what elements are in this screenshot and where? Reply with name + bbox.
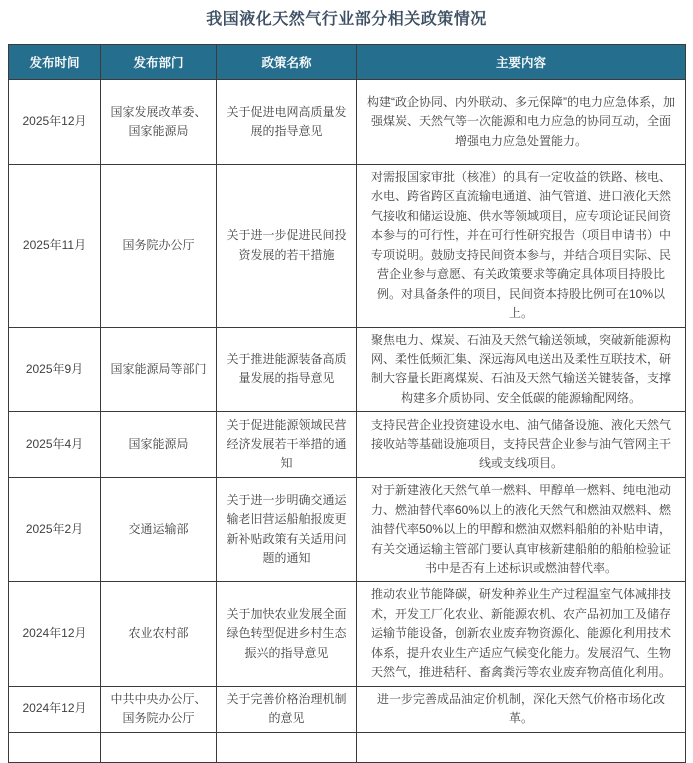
page-title: 我国液化天然气行业部分相关政策情况 [206,11,487,28]
cell-policy: 关于进一步促进民间投资发展的若干措施 [217,165,357,328]
table-row [9,327,686,412]
cell-policy: 关于促进能源领域民营经济发展若干举措的通知 [217,412,357,478]
cell-dept: 国家发展改革委、国家能源局 [101,80,217,165]
cell-policy: 关于进一步明确交通运输老旧营运船舶报废更新补贴政策有关适用问题的通知 [217,478,357,582]
table-row [9,478,686,582]
cell-policy: 关于促进电网高质量发展的指导意见 [217,80,357,165]
cell-date: 2024年12月 [9,582,101,686]
cell-content: 构建“政企协同、内外联动、多元保障”的电力应急体系，加强煤炭、天然气等一次能源和电力应急的协同互动，全面增强电力应急处置能力。 [357,80,686,165]
table-row [9,686,686,732]
cell-date: 2024年12月 [9,686,101,732]
cell-content: 推动农业节能降碳，研发种养业生产过程温室气体减排技术，开发工厂化农业、新能源农机、农产品初加工及储存运输节能设备，创新农业废弃物资源化、能源化利用技术体系，提升农业生产适应气候变化能力。发展沼气、生物天然气，推进秸秆、畜禽粪污等农业废弃物高值化利用。 [357,582,686,686]
table-row [9,165,686,328]
cell-policy: 关于完善价格治理机制的意见 [217,686,357,732]
cell-content: 支持民营企业投资建设水电、油气储备设施、液化天然气接收站等基础设施项目，支持民营企业参与油气管网主干线或支线项目。 [357,412,686,478]
cell-content: 对于新建液化天然气单一燃料、甲醇单一燃料、纯电池动力、燃油替代率60%以上的液化天然气和燃油双燃料、燃油替代率50%以上的甲醇和燃油双燃料船舶的补贴申请，有关交通运输主管部门要认真审核新建船舶的船舶检验证书中是否有上述标识或燃油替代率。 [357,478,686,582]
cell-content [357,732,686,762]
table-row [9,412,686,478]
table-row [9,80,686,165]
cell-content: 聚焦电力、煤炭、石油及天然气输送领域，突破新能源构网、柔性低频汇集、深远海风电送出及柔性互联技术，研制大容量长距离煤炭、石油及天然气输送关键装备，支撑构建多介质协同、安全低碳的能源输配网络。 [357,327,686,412]
cell-policy: 关于加快农业发展全面绿色转型促进乡村生态振兴的指导意见 [217,582,357,686]
table-header [9,45,686,80]
header-publish-dept: 发布部门 [101,45,217,80]
policy-table [8,44,686,763]
cell-dept: 中共中央办公厅、国务院办公厅 [101,686,217,732]
cell-date: 2025年12月 [9,80,101,165]
cell-dept: 交通运输部 [101,478,217,582]
table-body [9,80,686,763]
header-publish-date: 发布时间 [9,45,101,80]
header-main-content: 主要内容 [357,45,686,80]
cell-date: 2025年4月 [9,412,101,478]
cell-date: 2025年9月 [9,327,101,412]
cell-date [9,732,101,762]
cell-date: 2025年11月 [9,165,101,328]
cell-dept: 国务院办公厅 [101,165,217,328]
cell-content: 对需报国家审批（核准）的具有一定收益的铁路、核电、水电、跨省跨区直流输电通道、油气管道、进口液化天然气接收和储运设施、供水等领域项目，应专项论证民间资本参与的可行性，并在可行性研究报告（项目申请书）中专项说明。鼓励支持民间资本参与，并结合项目实际、民营企业参与意愿、有关政策要求等确定具体项目持股比例。对具备条件的项目，民间资本持股比例可在10%以上。 [357,165,686,328]
cell-policy [217,732,357,762]
table-row [9,582,686,686]
header-policy-name: 政策名称 [217,45,357,80]
cell-dept: 国家能源局 [101,412,217,478]
table-row-partial [9,732,686,762]
header-row [9,45,686,80]
cell-dept: 农业农村部 [101,582,217,686]
cell-content: 进一步完善成品油定价机制，深化天然气价格市场化改革。 [357,686,686,732]
cell-dept [101,732,217,762]
cell-date: 2025年2月 [9,478,101,582]
cell-dept: 国家能源局等部门 [101,327,217,412]
cell-policy: 关于推进能源装备高质量发展的指导意见 [217,327,357,412]
